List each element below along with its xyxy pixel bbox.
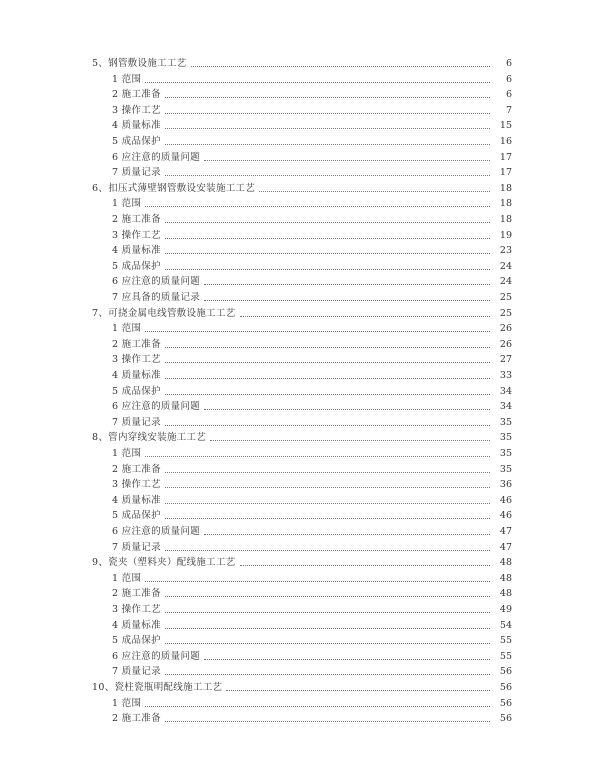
toc-page-number: 56 bbox=[499, 713, 512, 725]
dot-leader bbox=[165, 252, 490, 254]
toc-page-number: 46 bbox=[499, 510, 512, 522]
toc-chapter-entry[interactable] bbox=[92, 430, 512, 444]
dot-leader bbox=[165, 611, 490, 613]
dot-leader bbox=[204, 283, 490, 285]
dot-leader bbox=[165, 346, 490, 348]
toc-entry-title: 3 操作工艺 bbox=[112, 479, 161, 491]
dot-leader bbox=[165, 595, 490, 597]
toc-page-number: 35 bbox=[499, 416, 512, 428]
toc-page-number: 15 bbox=[499, 120, 512, 132]
toc-entry-title: 7 质量记录 bbox=[112, 167, 161, 179]
dot-leader bbox=[204, 299, 490, 301]
toc-subentry[interactable] bbox=[112, 321, 512, 335]
toc-entry-title: 7、可挠金属电线管敷设施工工艺 bbox=[92, 307, 236, 319]
toc-subentry[interactable] bbox=[112, 228, 512, 242]
toc-entry-title: 5 成品保护 bbox=[112, 385, 161, 397]
toc-entry-title: 4 质量标准 bbox=[112, 120, 161, 132]
toc-entry-title: 1 范围 bbox=[112, 73, 142, 85]
toc-entry-title: 7 质量记录 bbox=[112, 416, 161, 428]
toc-entry-title: 4 质量标准 bbox=[112, 370, 161, 381]
toc-entry-title: 3 操作工艺 bbox=[112, 104, 161, 116]
toc-entry-title: 1 范围 bbox=[112, 198, 142, 210]
toc-entry-title: 6 应注意的质量问题 bbox=[112, 526, 201, 537]
dot-leader bbox=[204, 658, 490, 660]
toc-page-number: 47 bbox=[499, 526, 512, 537]
toc-subentry[interactable] bbox=[112, 602, 512, 616]
toc-subentry[interactable] bbox=[112, 290, 512, 304]
dot-leader bbox=[165, 268, 490, 270]
toc-subentry[interactable] bbox=[112, 337, 512, 351]
toc-page-number: 36 bbox=[499, 479, 512, 491]
dot-leader bbox=[165, 549, 490, 551]
toc-page-number: 56 bbox=[499, 697, 512, 709]
toc-page-number: 18 bbox=[499, 214, 512, 225]
dot-leader bbox=[165, 502, 490, 504]
toc-subentry[interactable] bbox=[112, 571, 512, 585]
toc-page-number: 6 bbox=[505, 58, 512, 69]
toc-subentry[interactable] bbox=[112, 274, 512, 288]
toc-subentry[interactable] bbox=[112, 150, 512, 164]
toc-chapter-entry[interactable] bbox=[92, 56, 512, 70]
dot-leader bbox=[165, 720, 490, 722]
toc-entry-title: 7 质量记录 bbox=[112, 541, 161, 553]
toc-page-number: 26 bbox=[499, 338, 512, 350]
dot-leader bbox=[165, 143, 490, 145]
toc-entry-title: 2 施工准备 bbox=[112, 89, 161, 101]
toc-subentry[interactable] bbox=[112, 649, 512, 663]
dot-leader bbox=[240, 315, 490, 317]
toc-entry-title: 5 成品保护 bbox=[112, 635, 161, 647]
dot-leader bbox=[165, 393, 490, 395]
toc-entry-title: 3 操作工艺 bbox=[112, 229, 161, 241]
toc-page-number: 34 bbox=[499, 401, 512, 413]
toc-entry-title: 2 施工准备 bbox=[112, 713, 161, 725]
dot-leader bbox=[165, 517, 490, 519]
toc-entry-title: 5 成品保护 bbox=[112, 510, 161, 522]
dot-leader bbox=[165, 112, 490, 114]
toc-entry-title: 6 应注意的质量问题 bbox=[112, 151, 201, 163]
toc-entry-title: 7 质量记录 bbox=[112, 666, 161, 678]
toc-subentry[interactable] bbox=[112, 384, 512, 398]
toc-subentry[interactable] bbox=[112, 711, 512, 725]
toc-subentry[interactable] bbox=[112, 618, 512, 632]
toc-page-number: 56 bbox=[499, 666, 512, 678]
toc-subentry[interactable] bbox=[112, 524, 512, 538]
toc-page-number: 6 bbox=[505, 89, 512, 101]
toc-page-number: 25 bbox=[499, 307, 512, 319]
dot-leader bbox=[165, 486, 490, 488]
dot-leader bbox=[240, 564, 490, 566]
toc-page-number: 7 bbox=[505, 104, 512, 116]
dot-leader bbox=[165, 642, 490, 644]
toc-entry-title: 6 应注意的质量问题 bbox=[112, 401, 201, 413]
dot-leader bbox=[204, 533, 490, 535]
toc-page-number: 19 bbox=[499, 229, 512, 241]
toc-page-number: 24 bbox=[499, 260, 512, 272]
toc-page-number: 18 bbox=[499, 198, 512, 210]
toc-entry-title: 9、瓷夹（塑料夹）配线施工工艺 bbox=[92, 557, 236, 569]
toc-entry-title: 10、瓷柱瓷瓶明配线施工工艺 bbox=[92, 682, 223, 693]
toc-subentry[interactable] bbox=[112, 415, 512, 429]
toc-subentry[interactable] bbox=[112, 212, 512, 226]
toc-page-number: 24 bbox=[499, 276, 512, 288]
toc-chapter-entry[interactable] bbox=[92, 680, 512, 694]
toc-page-number: 27 bbox=[499, 354, 512, 366]
dot-leader bbox=[204, 408, 490, 410]
dot-leader bbox=[145, 455, 490, 457]
toc-entry-title: 4 质量标准 bbox=[112, 494, 161, 506]
dot-leader bbox=[145, 705, 490, 707]
toc-entry-title: 8、管内穿线安装施工工艺 bbox=[92, 432, 207, 444]
toc-page-number: 35 bbox=[499, 463, 512, 475]
toc-page-number: 54 bbox=[499, 619, 512, 631]
toc-entry-title: 7 应具备的质量记录 bbox=[112, 292, 201, 303]
toc-entry-title: 2 施工准备 bbox=[112, 214, 161, 225]
toc-subentry[interactable] bbox=[112, 540, 512, 554]
dot-leader bbox=[145, 205, 490, 207]
toc-page-number: 26 bbox=[499, 323, 512, 335]
toc-subentry[interactable] bbox=[112, 134, 512, 148]
dot-leader bbox=[165, 673, 490, 675]
toc-subentry[interactable] bbox=[112, 696, 512, 710]
dot-leader bbox=[145, 580, 490, 582]
toc-page-number: 35 bbox=[499, 432, 512, 444]
dot-leader bbox=[165, 377, 490, 379]
toc-page-number: 48 bbox=[499, 557, 512, 569]
toc-entry-title: 3 操作工艺 bbox=[112, 354, 161, 366]
dot-leader bbox=[165, 96, 490, 98]
toc-page-number: 49 bbox=[499, 604, 512, 615]
toc-entry-title: 6 应注意的质量问题 bbox=[112, 276, 201, 288]
toc-subentry[interactable] bbox=[112, 462, 512, 476]
toc-page-number: 17 bbox=[499, 151, 512, 163]
toc-subentry[interactable] bbox=[112, 72, 512, 86]
toc-page-number: 34 bbox=[499, 385, 512, 397]
dot-leader bbox=[165, 361, 490, 363]
toc-subentry[interactable] bbox=[112, 664, 512, 678]
dot-leader bbox=[145, 330, 490, 332]
dot-leader bbox=[210, 439, 490, 441]
toc-subentry[interactable] bbox=[112, 243, 512, 257]
toc-page-number: 46 bbox=[499, 494, 512, 506]
dot-leader bbox=[191, 65, 490, 67]
toc-entry-title: 5 成品保护 bbox=[112, 260, 161, 272]
toc-entry-title: 4 质量标准 bbox=[112, 619, 161, 631]
toc-subentry[interactable] bbox=[112, 165, 512, 179]
toc-chapter-entry[interactable] bbox=[92, 555, 512, 569]
toc-subentry[interactable] bbox=[112, 352, 512, 366]
dot-leader bbox=[259, 190, 490, 192]
dot-leader bbox=[165, 424, 490, 426]
dot-leader bbox=[165, 174, 490, 176]
toc-page-number: 55 bbox=[499, 650, 512, 662]
toc-subentry[interactable] bbox=[112, 103, 512, 117]
toc-subentry[interactable] bbox=[112, 446, 512, 460]
toc-page-number: 17 bbox=[499, 167, 512, 179]
toc-entry-title: 1 范围 bbox=[112, 697, 142, 709]
toc-page-number: 56 bbox=[499, 682, 512, 693]
toc-subentry[interactable] bbox=[112, 508, 512, 522]
dot-leader bbox=[165, 127, 490, 129]
toc-entry-title: 3 操作工艺 bbox=[112, 604, 161, 615]
toc-subentry[interactable] bbox=[112, 633, 512, 647]
toc-entry-title: 6 应注意的质量问题 bbox=[112, 650, 201, 662]
toc-entry-title: 2 施工准备 bbox=[112, 588, 161, 600]
toc-subentry[interactable] bbox=[112, 368, 512, 382]
toc-page-number: 16 bbox=[499, 136, 512, 147]
toc-page-number: 48 bbox=[499, 588, 512, 600]
toc-page-number: 48 bbox=[499, 572, 512, 584]
toc-entry-title: 5、钢管敷设施工工艺 bbox=[92, 58, 187, 69]
toc-page-number: 23 bbox=[499, 245, 512, 257]
toc-page-number: 47 bbox=[499, 541, 512, 553]
toc-subentry[interactable] bbox=[112, 259, 512, 273]
dot-leader bbox=[165, 471, 490, 473]
toc-subentry[interactable] bbox=[112, 196, 512, 210]
toc-chapter-entry[interactable] bbox=[92, 181, 512, 195]
toc-subentry[interactable] bbox=[112, 493, 512, 507]
toc-page-number: 33 bbox=[499, 370, 512, 381]
toc-entry-title: 2 施工准备 bbox=[112, 463, 161, 475]
toc-page-number: 18 bbox=[499, 182, 512, 194]
toc-entry-title: 1 范围 bbox=[112, 572, 142, 584]
dot-leader bbox=[165, 237, 490, 239]
toc-subentry[interactable] bbox=[112, 118, 512, 132]
toc-chapter-entry[interactable] bbox=[92, 306, 512, 320]
toc-page-number: 6 bbox=[505, 73, 512, 85]
dot-leader bbox=[145, 81, 490, 83]
toc-page-number: 25 bbox=[499, 292, 512, 303]
toc-page-number: 55 bbox=[499, 635, 512, 647]
toc-entry-title: 5 成品保护 bbox=[112, 136, 161, 147]
toc-subentry[interactable] bbox=[112, 477, 512, 491]
toc-entry-title: 4 质量标准 bbox=[112, 245, 161, 257]
dot-leader bbox=[226, 689, 490, 691]
toc-entry-title: 1 范围 bbox=[112, 323, 142, 335]
dot-leader bbox=[165, 221, 490, 223]
dot-leader bbox=[165, 627, 490, 629]
toc-subentry[interactable] bbox=[112, 399, 512, 413]
toc-entry-title: 2 施工准备 bbox=[112, 338, 161, 350]
toc-subentry[interactable] bbox=[112, 586, 512, 600]
toc-entry-title: 1 范围 bbox=[112, 448, 142, 459]
toc-entry-title: 6、扣压式薄壁钢管敷设安装施工工艺 bbox=[92, 182, 256, 194]
dot-leader bbox=[204, 159, 490, 161]
toc-page-number: 35 bbox=[499, 448, 512, 459]
toc-subentry[interactable] bbox=[112, 87, 512, 101]
